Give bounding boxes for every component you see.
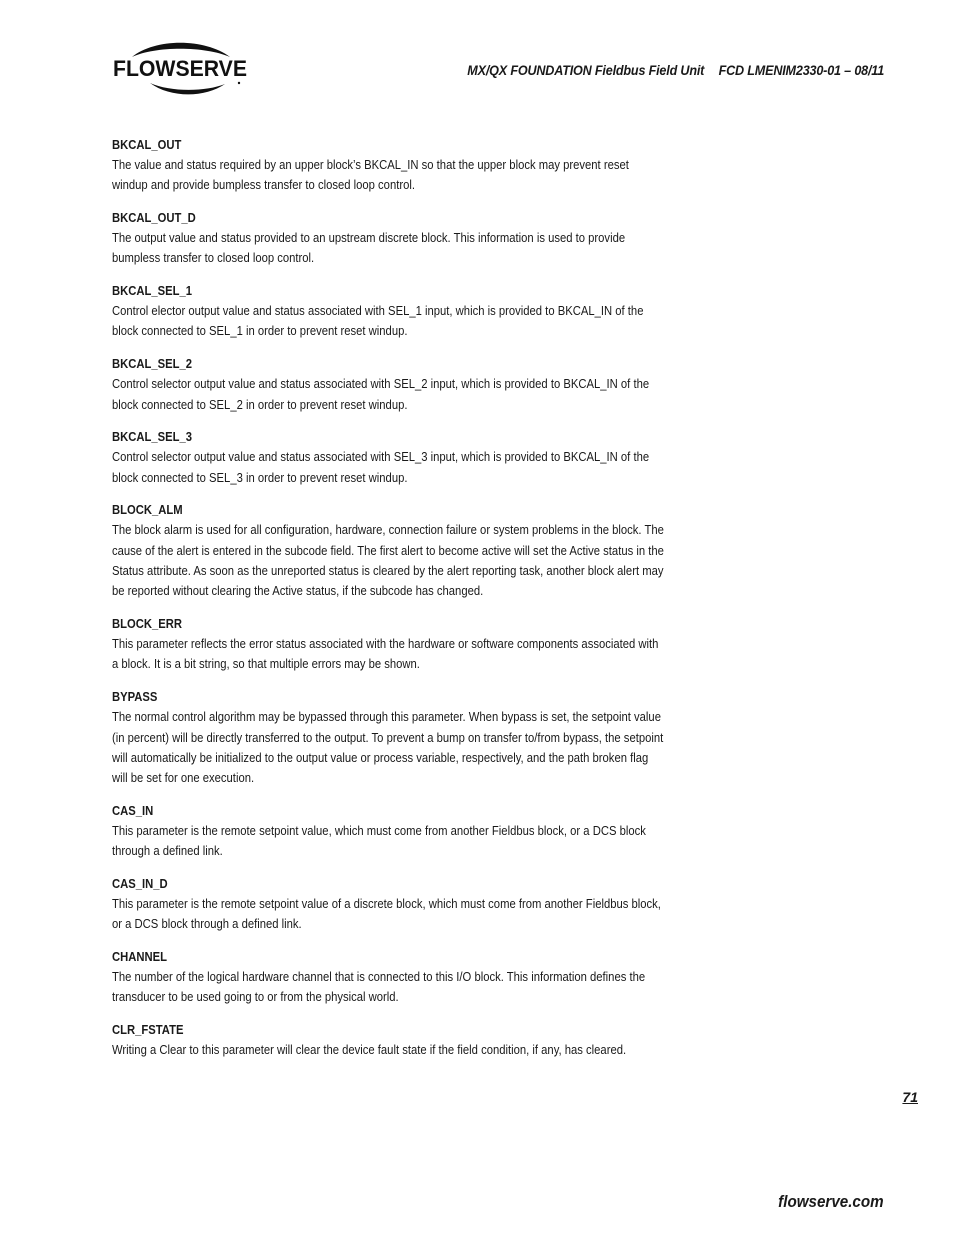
term: BKCAL_SEL_1 <box>112 284 193 299</box>
term: BKCAL_OUT <box>112 138 182 152</box>
description: Control selector output value and status associated with SEL_2 input, which is provided to BKCAL_IN of the block connected to SEL_2 in order to prevent reset windup. <box>112 376 650 412</box>
description: The block alarm is used for all configuration, hardware, connection failure or system problems in the block. The cause of the alert is entered in the subcode field. The first alert to become active will set the Active status in the Status attribute. As soon as the unreported status is cleared by the alert reporting task, another block alert may be reported without clearing the Active status, if the subcode has changed. <box>112 522 664 599</box>
description: Writing a Clear to this parameter will clear the device fault state if the field condition, if any, has cleared. <box>112 1042 627 1058</box>
entry-block-alm <box>112 501 672 601</box>
description: This parameter reflects the error status associated with the hardware or software components associated with a block. It is a bit string, so that multiple errors may be shown. <box>112 636 659 672</box>
term: BLOCK_ALM <box>112 503 183 518</box>
entry-block-err <box>112 615 672 675</box>
entry-cas-in-d <box>112 875 672 935</box>
term: BKCAL_SEL_3 <box>112 430 193 445</box>
term: BKCAL_OUT_D <box>112 211 196 226</box>
term: BLOCK_ERR <box>112 617 183 632</box>
document-header <box>467 62 884 78</box>
footer-website: flowserve.com <box>778 1193 884 1211</box>
description: This parameter is the remote setpoint value of a discrete block, which must come from another Fieldbus block, or a DCS block through a defined link. <box>112 896 661 932</box>
entry-bkcal-sel-3 <box>112 428 672 488</box>
description: The normal control algorithm may be bypassed through this parameter. When bypass is set, the setpoint value (in percent) will be directly transferred to the output. To prevent a bump on transfer to/from bypass, the setpoint will automatically be initialized to the output value or process variable, respectively, and the path broken flag will be set for one execution. <box>112 709 664 786</box>
entry-bkcal-sel-1 <box>112 282 672 342</box>
description: The number of the logical hardware channel that is connected to this I/O block. This information defines the transducer to be used going to or from the physical world. <box>112 969 646 1005</box>
document-title: MX/QX FOUNDATION Fieldbus Field Unit <box>467 62 705 78</box>
entry-bkcal-out-d <box>112 209 672 269</box>
description: Control selector output value and status associated with SEL_3 input, which is provided to BKCAL_IN of the block connected to SEL_3 in order to prevent reset windup. <box>112 449 650 485</box>
description: This parameter is the remote setpoint value, which must come from another Fieldbus block, or a DCS block through a defined link. <box>112 822 646 859</box>
entry-bkcal-sel-2 <box>112 355 672 415</box>
description: The output value and status provided to an upstream discrete block. This information is used to provide bumpless transfer to closed loop control. <box>112 230 626 266</box>
flowserve-logo-icon <box>110 40 250 96</box>
entry-channel <box>112 948 672 1008</box>
term: CAS_IN <box>112 803 154 818</box>
logo-wordmark: FLOWSERVE <box>113 56 247 81</box>
document-code: FCD LMENIM2330-01 – 08/11 <box>718 62 884 78</box>
term: CHANNEL <box>112 950 167 965</box>
entry-bypass <box>112 688 672 788</box>
flowserve-logo <box>110 40 250 96</box>
term: CLR_FSTATE <box>112 1023 184 1038</box>
term: CAS_IN_D <box>112 877 168 892</box>
entry-cas-in <box>112 802 672 862</box>
page-number: 71 <box>902 1089 918 1105</box>
entry-clr-fstate <box>112 1021 672 1060</box>
description: Control elector output value and status associated with SEL_1 input, which is provided to BKCAL_IN of the block connected to SEL_1 in order to prevent reset windup. <box>112 303 644 339</box>
description: The value and status required by an upper block’s BKCAL_IN so that the upper block may prevent reset windup and provide bumpless transfer to closed loop control. <box>112 157 629 193</box>
entry-bkcal-out <box>112 136 672 196</box>
term: BYPASS <box>112 690 158 705</box>
parameter-definitions <box>112 136 672 1074</box>
term: BKCAL_SEL_2 <box>112 357 193 372</box>
